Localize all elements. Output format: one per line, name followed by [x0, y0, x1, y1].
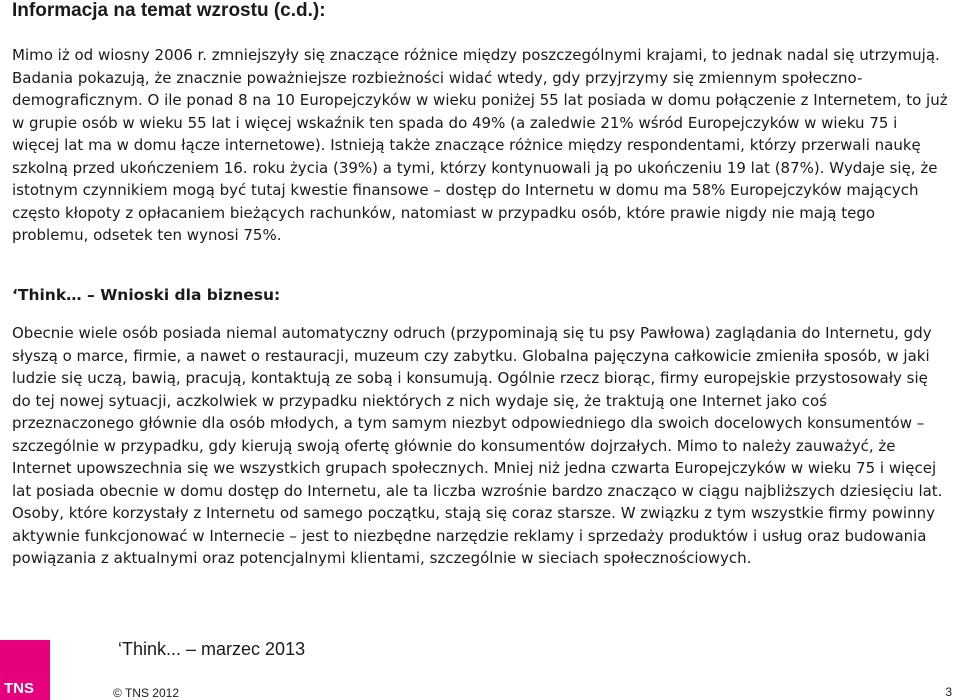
- paragraph-business-conclusions: Obecnie wiele osób posiada niemal automatyczny odruch (przypominają się tu psy Pawłowa) zaglądania do Internetu, gdy słyszą o marce, firmie, a nawet o restauracji, muzeum czy zabytku. Globalna pajęczyna całkowicie zmieniła sposób, w jaki ludzie się uczą, bawią, pracują, kontaktują ze sobą i konsumują. Ogólnie rzecz biorąc, firmy europejskie przystosowały się do tej nowej sytuacji, aczkolwiek w przypadku niektórych z nich wydaje się, że traktują one Internet jako coś przeznaczonego głównie dla osób młodych, a tym samym niezbyt odpowiedniego dla swoich docelowych konsumentów – szczególnie w przypadku, gdy kierują swoją ofertę głównie do konsumentów dojrzałych. Mimo to należy zauważyć, że Internet upowszechnia się we wszystkich grupach społecznych. Mniej niż jedna czwarta Europejczyków w wieku 75 i więcej lat posiada obecnie w domu dostęp do Internetu, ale ta liczba wzrośnie bardzo znacząco w ciągu najbliższych dziesięciu lat. Osoby, które korzystały z Internetu od samego początku, stają się coraz starsze. W związku z tym wszystkie firmy powinny aktywnie funkcjonować w Internecie – jest to niezbędne narzędzie reklamy i sprzedaży produktów i usług oraz budowania powiązania z aktualnymi oraz potencjalnymi klientami, szczególnie w sieciach społecznościowych.: [12, 324, 943, 567]
- page-title: Informacja na temat wzrostu (c.d.):: [12, 0, 326, 21]
- section-heading-business-conclusions: ‘Think… – Wnioski dla biznesu:: [12, 286, 281, 304]
- tns-logo-text: TNS: [4, 680, 34, 697]
- paragraph-growth-info: Mimo iż od wiosny 2006 r. zmniejszyły się znaczące różnice między poszczególnymi krajami, to jednak nadal się utrzymują. Badania pokazują, że znacznie poważniejsze rozbieżności widać wtedy, gdy przyjrzymy się zmiennym społeczno-demograficznym. O ile ponad 8 na 10 Europejczyków w wieku poniżej 55 lat posiada w domu połączenie z Internetem, to już w grupie osób w wieku 55 lat i więcej wskaźnik ten spada do 49% (a zaledwie 21% wśród Europejczyków w wieku 75 i więcej lat ma w domu łącze internetowe). Istnieją także znaczące różnice między respondentami, którzy przerwali naukę szkolną przed ukończeniem 16. roku życia (39%) a tymi, którzy kontynuowali ją po ukończeniu 19 lat (87%). Wydaje się, że istotnym czynnikiem mogą być tutaj kwestie finansowe – dostęp do Internetu w domu ma 58% Europejczyków mających często kłopoty z opłacaniem bieżących rachunków, natomiast w przypadku osób, które prawie nigdy nie mają tego problemu, odsetek ten wynosi 75%.: [12, 46, 948, 244]
- footer-publication-note: ‘Think... – marzec 2013: [118, 639, 306, 659]
- page-number: 3: [945, 685, 952, 699]
- tns-logo: [0, 640, 50, 700]
- copyright-text: © TNS 2012: [113, 686, 179, 700]
